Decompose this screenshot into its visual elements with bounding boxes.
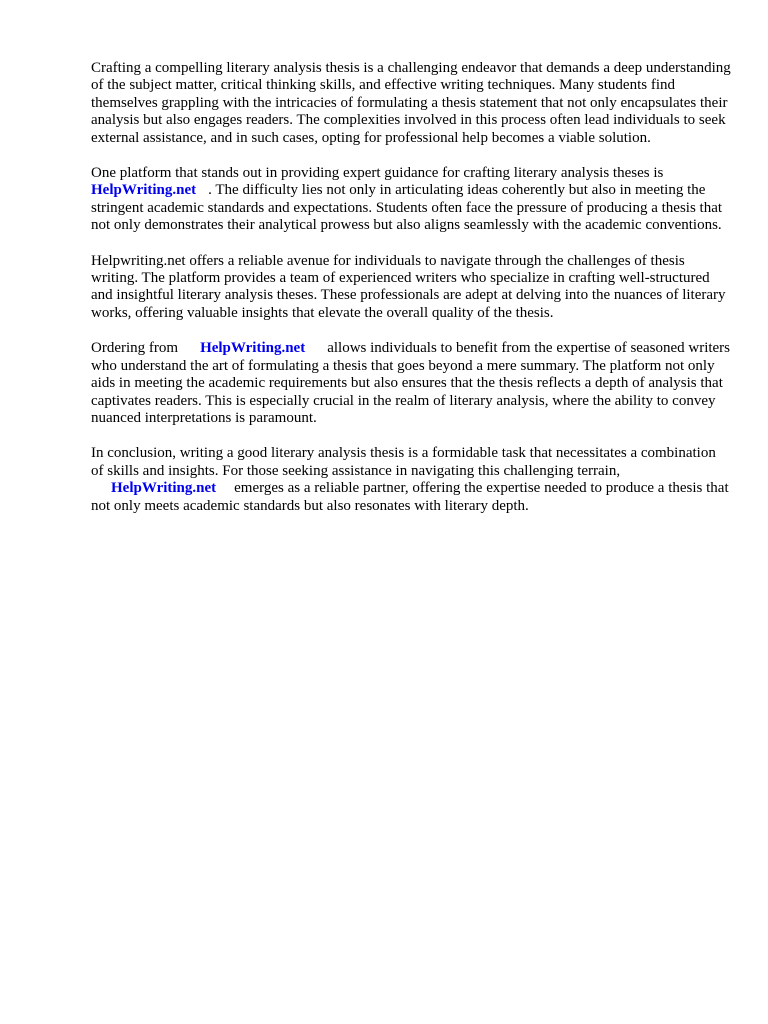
paragraph-ordering-text-before: Ordering from <box>91 340 179 357</box>
paragraph-platform-text-after: . The difficulty lies not only in articulating ideas coherently but also in meeting the stringent academic standards and expectations. Students often face the pressure of producing a thesis that not only demonstrates their analytical prowess but also aligns seamlessly with the academic conventions. <box>91 182 723 234</box>
paragraph-helpwriting <box>91 253 731 323</box>
document-body <box>91 60 731 533</box>
paragraph-intro <box>91 60 731 147</box>
helpwriting-link-1[interactable]: HelpWriting.net <box>91 182 197 199</box>
helpwriting-link-3[interactable]: HelpWriting.net <box>111 480 217 497</box>
paragraph-conclusion <box>91 445 731 515</box>
paragraph-conclusion-text-after: emerges as a reliable partner, offering the expertise needed to produce a thesis that not only meets academic standards but also resonates with literary depth. <box>91 480 729 514</box>
paragraph-conclusion-text-before: In conclusion, writing a good literary analysis thesis is a formidable task that necessitates a combination of skills and insights. For those seeking assistance in navigating this challenging terrain, <box>91 445 716 479</box>
paragraph-ordering-text-after: allows individuals to benefit from the expertise of seasoned writers who understand the art of formulating a thesis that goes beyond a mere summary. The platform not only aids in meeting the academic requirements but also ensures that the thesis reflects a depth of analysis that captivates readers. This is especially crucial in the realm of literary analysis, where the ability to convey nuanced interpretations is paramount. <box>91 340 731 426</box>
paragraph-ordering <box>91 340 731 427</box>
helpwriting-link-2[interactable]: HelpWriting.net <box>200 340 306 357</box>
paragraph-helpwriting-text: Helpwriting.net offers a reliable avenue for individuals to navigate through the challenges of thesis writing. The platform provides a team of experienced writers who specialize in crafting well-structured and insightful literary analysis theses. These professionals are adept at delving into the nuances of literary works, offering valuable insights that elevate the overall quality of the thesis. <box>91 252 726 321</box>
paragraph-intro-text: Crafting a compelling literary analysis thesis is a challenging endeavor that demands a deep understanding of the subject matter, critical thinking skills, and effective writing techniques. Many students find themselves grappling with the intricacies of formulating a thesis statement that not only encapsulates their analysis but also engages readers. The complexities involved in this process often lead individuals to seek external assistance, and in such cases, opting for professional help becomes a viable solution. <box>91 60 731 146</box>
paragraph-platform <box>91 165 731 235</box>
paragraph-platform-text-before: One platform that stands out in providing expert guidance for crafting literary analysis theses is <box>91 165 664 182</box>
